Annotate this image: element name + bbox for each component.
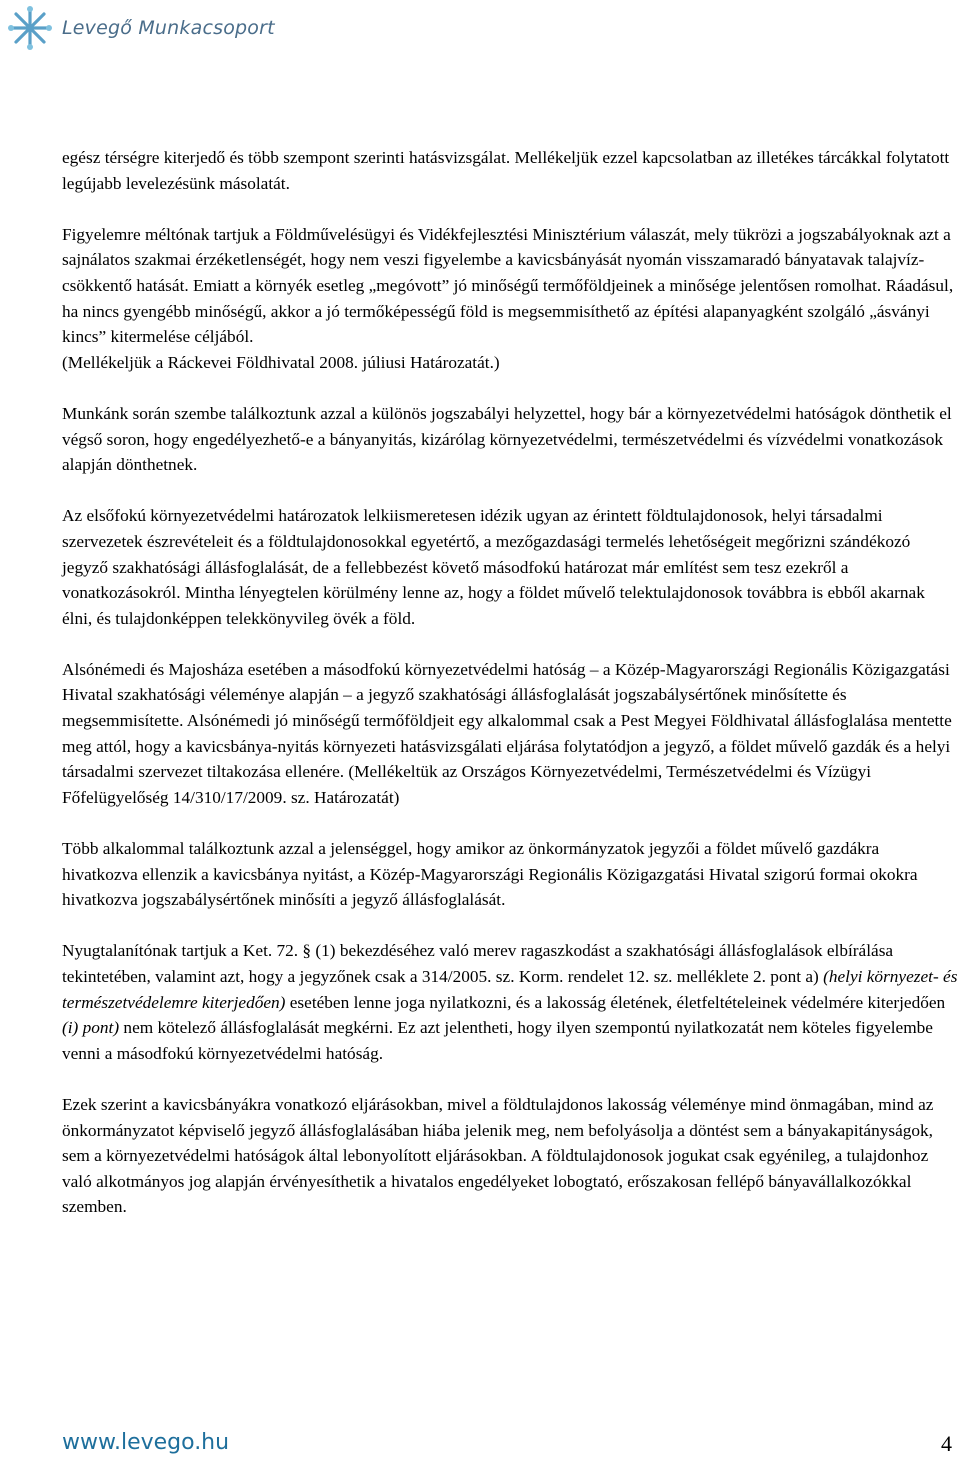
paragraph-4 [62, 503, 958, 631]
paragraph-text: Nyugtalanítónak tartjuk a Ket. 72. § (1) bekezdéséhez való merev ragaszkodást a szakhatósági állásfoglalások elbírálása tekintetében, valamint azt, hogy a jegyzőnek csak a 314/2005. sz. Korm. rendelet 12. sz. melléklete 2. pont a) [62, 941, 894, 986]
paragraph-1 [62, 145, 958, 196]
footer-website-link[interactable]: www.levego.hu [62, 1430, 230, 1455]
document-body [62, 145, 958, 1220]
paragraph-3 [62, 401, 958, 478]
italic-quote: (i) pont) [62, 1018, 120, 1038]
paragraph-7 [62, 938, 958, 1066]
paragraph-text: Figyelemre méltónak tartjuk a Földművelésügyi és Vidékfejlesztési Minisztérium válaszát, mely tükrözi a jogszabályoknak azt a sajnálatos szakmai érzéketlenségét, hogy nem veszi figyelembe a kavicsbányását nyomán visszamaradó bányatavak talajvíz-csökkentő hatását. Emiatt a környék esetleg „megóvott” jó minőségű termőföldjeinek a minősége jelentősen romolhat. Ráadásul, ha nincs gyengébb minőségű, akkor a jó termőképességű föld is megsemmisíthető az építési alapanyagként szolgáló „ásványi kincs” kitermelése céljából. [62, 224, 954, 347]
italic-quote: (helyi környezet- és természetvédelemre kiterjedően) [62, 967, 958, 1012]
paragraph-8 [62, 1092, 958, 1220]
paragraph-2 [62, 222, 958, 376]
paragraph-text: esetében lenne joga nyilatkozni, és a lakosság életének, életfeltételeinek védelmére kiterjedően [285, 992, 946, 1012]
paragraph-text: Ezek szerint a kavicsbányákra vonatkozó eljárásokban, mivel a földtulajdonos lakosság véleménye mind önmagában, mind az önkormányzatot képviselő jegyző állásfoglalásában hiába jelenik meg, nem befolyásolja a döntést sem a bányakapitányságok, sem a környezetvédelmi hatóságok által lebonyolított eljárásokban. A földtulajdonosok jogukat csak egyénileg, a tulajdonhoz való alkotmányos jog alapján érvényesíthetik a hivatalos engedélyeket lobogtató, erőszakosan fellépő bányavállalkozókkal szemben. [62, 1094, 934, 1217]
page-header [0, 0, 400, 62]
page-number: 4 [941, 1431, 952, 1456]
paragraph-text: Több alkalommal találkoztunk azzal a jelenséggel, hogy amikor az önkormányzatok jegyzői a földet művelő gazdákra hivatkozva ellenzik a kavicsbánya nyitást, a Közép-Magyarországi Regionális Közigazgatási Hivatal szigorú formai okokra hivatkozva jogszabálysértőnek minősíti a jegyző állásfoglalását. [62, 839, 918, 910]
paragraph-text: Az elsőfokú környezetvédelmi határozatok lelkiismeretesen idézik ugyan az érintett földtulajdonosok, helyi társadalmi szervezetek észrevételeit és a földtulajdonosokkal egyetértő, a mezőgazdasági termelés lehetőségeit megőrizni szándékozó jegyző szakhatósági állásfoglalását, de a fellebbezést követő másodfokú határozat már említést sem tesz ezekről a vonatkozásokról. Mintha lényegtelen körülmény lenne az, hogy a földet művelő telektulajdonosok továbbra is ebből akarnak élni, és tulajdonképpen telekkönyvileg övék a föld. [62, 506, 925, 628]
paragraph-text: egész térségre kiterjedő és több szempont szerinti hatásvizsgálat. Mellékeljük ezzel kapcsolatban az illetékes tárcákkal folytatott legújabb levelezésünk másolatát. [62, 148, 950, 193]
paragraph-text: nem kötelező állásfoglalását megkérni. Ez azt jelentheti, hogy ilyen szempontú nyilatkozatát nem köteles figyelembe venni a másodfokú környezetvédelmi hatóság. [62, 1018, 933, 1063]
logo-star-icon [6, 4, 54, 52]
paragraph-text: Alsónémedi és Majosháza esetében a másodfokú környezetvédelmi hatóság – a Közép-Magyarországi Regionális Közigazgatási Hivatal szakhatósági véleménye alapján – a jegyző szakhatósági állásfoglalását jogszabálysértőnek minősítette és megsemmisítette. Alsónémedi jó minőségű termőföldjeit egy alkalommal csak a Pest Megyei Földhivatal állásfoglalása mentette meg attól, hogy a kavicsbánya-nyitás környezeti hatásvizsgálati eljárása folytatódjon a jegyző, a földet művelő gazdák és a helyi társadalmi szervezet tiltakozása ellenére. (Mellékeltük az Országos Környezetvédelmi, Természetvédelmi és Vízügyi Főfelügyelőség 14/310/17/2009. sz. Határozatát) [62, 659, 952, 807]
logo-text: Levegő Munkacsoport [62, 17, 275, 39]
paragraph-note: (Mellékeljük a Ráckevei Földhivatal 2008. júliusi Határozatát.) [62, 352, 500, 372]
paragraph-5 [62, 657, 958, 811]
paragraph-text: Munkánk során szembe találkoztunk azzal a különös jogszabályi helyzettel, hogy bár a környezetvédelmi hatóságok dönthetik el végső soron, hogy engedélyezhető-e a bányanyitás, kizárólag környezetvédelmi, természetvédelmi és vízvédelmi vonatkozások alapján dönthetnek. [62, 403, 952, 475]
paragraph-6 [62, 836, 958, 913]
